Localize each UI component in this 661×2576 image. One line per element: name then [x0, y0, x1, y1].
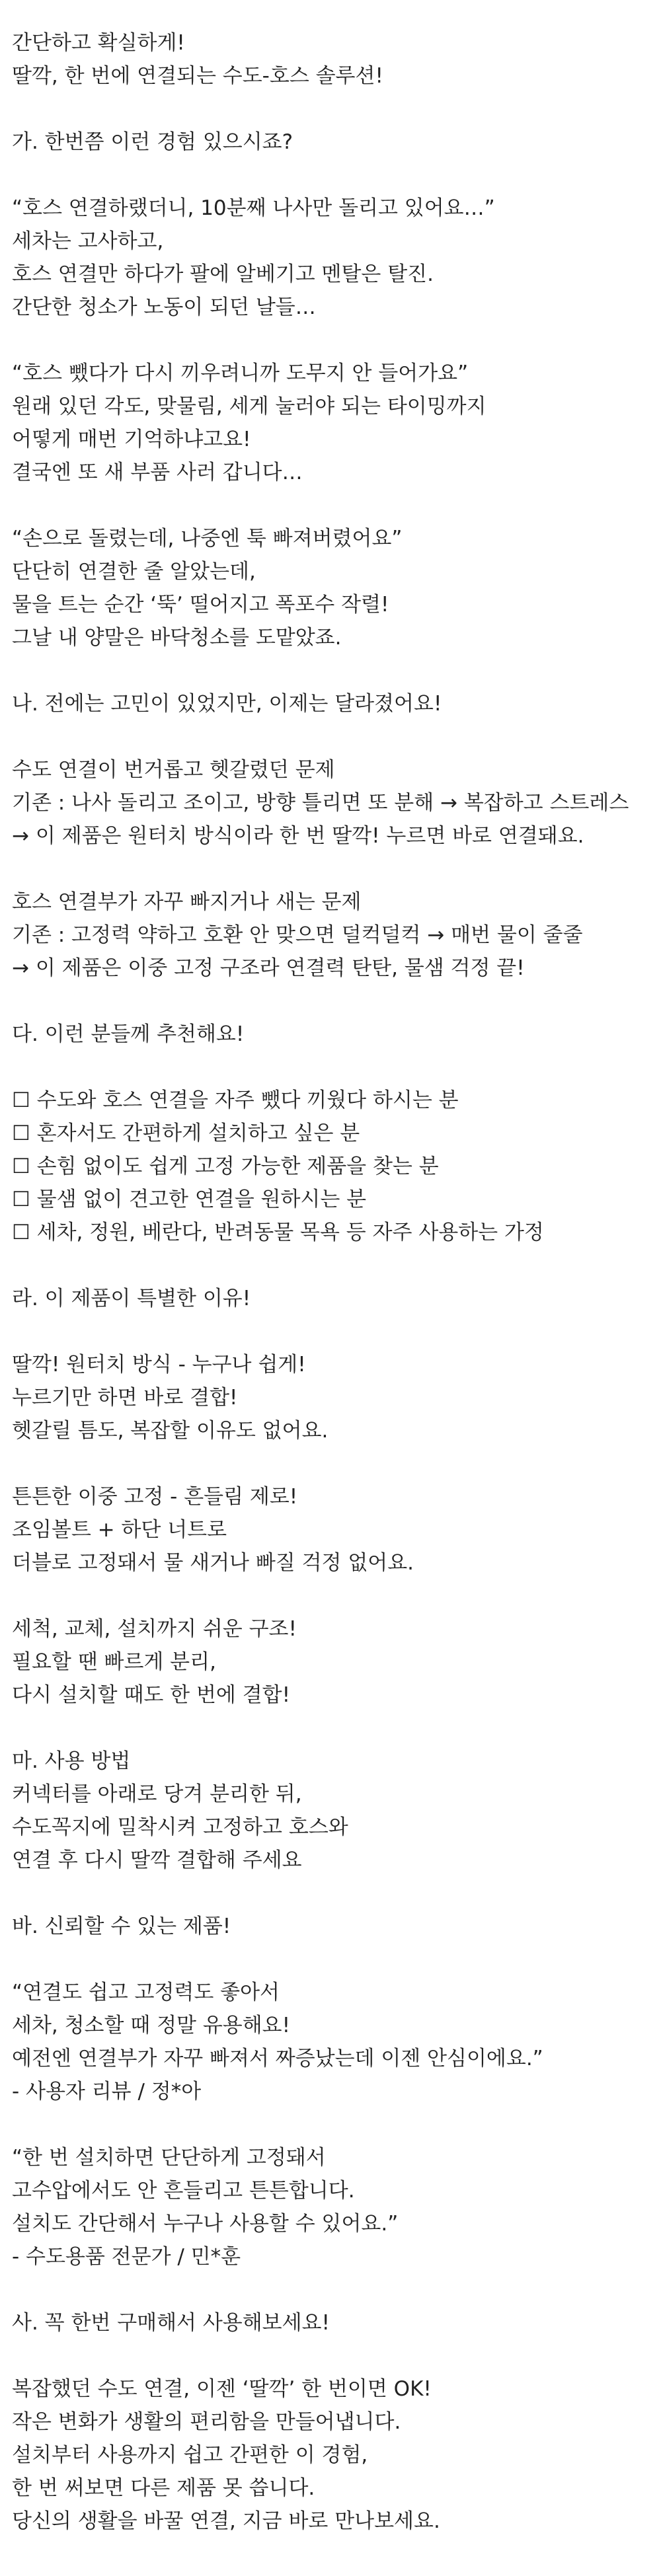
text-line: 세차, 청소할 때 정말 유용해요!: [12, 2014, 291, 2037]
text-line: 기존 : 고정력 약하고 호환 안 맞으면 덜컥덜컥 → 매번 물이 줄줄: [12, 923, 583, 947]
text-line: 설치도 간단해서 누구나 사용할 수 있어요.”: [12, 2212, 399, 2236]
text-line: 수도꼭지에 밀착시켜 고정하고 호스와: [12, 1815, 348, 1839]
text-block: [12, 1282, 661, 1315]
text-line: → 이 제품은 이중 고정 구조라 연결력 탄탄, 물샘 걱정 끝!: [12, 956, 525, 980]
text-line: 간단한 청소가 노동이 되던 날들…: [12, 295, 316, 319]
text-block: [12, 886, 661, 985]
text-line: ☐ 수도와 호스 연결을 자주 뺐다 끼웠다 하시는 분: [12, 1088, 459, 1112]
text-line: 조임볼트 + 하단 너트로: [12, 1518, 227, 1542]
text-line: 딸깍, 한 번에 연결되는 수도-호스 솔루션!: [12, 64, 383, 88]
text-line: 결국엔 또 새 부품 사러 갑니다…: [12, 461, 303, 484]
text-line: 다시 설치할 때도 한 번에 결합!: [12, 1683, 291, 1707]
text-block: [12, 357, 661, 489]
text-block: [12, 2141, 661, 2273]
text-line: ☐ 손힘 없이도 쉽게 고정 가능한 제품을 찾는 분: [12, 1155, 439, 1178]
text-line: 튼튼한 이중 고정 - 흔들림 제로!: [12, 1485, 298, 1509]
text-block: [12, 26, 661, 93]
text-line: 누르기만 하면 바로 결합!: [12, 1386, 238, 1410]
text-block: [12, 2372, 661, 2538]
text-line: 세차는 고사하고,: [12, 229, 164, 253]
text-line: 복잡했던 수도 연결, 이젠 ‘딸깍’ 한 번이면 OK!: [12, 2377, 432, 2401]
text-line: “손으로 돌렸는데, 나중엔 툭 빠져버렸어요”: [12, 527, 403, 550]
text-line: ☐ 물샘 없이 견고한 연결을 원하시는 분: [12, 1188, 367, 1211]
text-line: - 수도용품 전문가 / 민*훈: [12, 2245, 241, 2269]
text-line: 세척, 교체, 설치까지 쉬운 구조!: [12, 1617, 297, 1641]
text-block: [12, 687, 661, 720]
text-line: 어떻게 매번 기억하냐고요!: [12, 428, 251, 451]
text-block: [12, 1018, 661, 1051]
text-line: “한 번 설치하면 단단하게 고정돼서: [12, 2146, 326, 2170]
text-line: 그날 내 양말은 바닥청소를 도맡았죠.: [12, 626, 342, 650]
text-line: 다. 이런 분들께 추천해요!: [12, 1022, 245, 1046]
text-line: ☐ 세차, 정원, 베란다, 반려동물 목욕 등 자주 사용하는 가정: [12, 1221, 544, 1244]
text-block: [12, 1910, 661, 1943]
text-line: 물을 트는 순간 ‘뚝’ 떨어지고 폭포수 작렬!: [12, 593, 389, 617]
text-line: 당신의 생활을 바꿀 연결, 지금 바로 만나보세요.: [12, 2509, 440, 2533]
text-line: 커넥터를 아래로 당겨 분리한 뒤,: [12, 1782, 302, 1806]
text-line: 호스 연결부가 자꾸 빠지거나 새는 문제: [12, 890, 362, 914]
text-block: [12, 2306, 661, 2339]
text-block: [12, 753, 661, 852]
text-line: - 사용자 리뷰 / 정*아: [12, 2080, 202, 2103]
text-block: [12, 1084, 661, 1249]
text-line: 라. 이 제품이 특별한 이유!: [12, 1287, 251, 1310]
text-line: 사. 꼭 한번 구매해서 사용해보세요!: [12, 2311, 330, 2335]
text-line: → 이 제품은 원터치 방식이라 한 번 딸깍! 누르면 바로 연결돼요.: [12, 824, 584, 848]
text-line: 작은 변화가 생활의 편리함을 만들어냅니다.: [12, 2410, 401, 2434]
text-line: 호스 연결만 하다가 팔에 알베기고 멘탈은 탈진.: [12, 262, 434, 286]
text-line: 헷갈릴 틈도, 복잡할 이유도 없어요.: [12, 1419, 329, 1443]
text-line: 바. 신뢰할 수 있는 제품!: [12, 1914, 231, 1938]
text-block: [12, 1480, 661, 1579]
text-block: [12, 1976, 661, 2108]
text-line: 원래 있던 각도, 맞물림, 세게 눌러야 되는 타이밍까지: [12, 395, 486, 418]
text-line: “연결도 쉽고 고정력도 좋아서: [12, 1981, 280, 2004]
text-line: 고수압에서도 안 흔들리고 튼튼합니다.: [12, 2179, 355, 2203]
text-block: [12, 1745, 661, 1877]
text-block: [12, 522, 661, 654]
text-line: 기존 : 나사 돌리고 조이고, 방향 틀리면 또 분해 → 복잡하고 스트레스: [12, 791, 629, 815]
text-block: [12, 1612, 661, 1712]
text-line: “호스 뺐다가 다시 끼우려니까 도무지 안 들어가요”: [12, 361, 469, 385]
text-line: 마. 사용 방법: [12, 1749, 131, 1773]
text-line: 수도 연결이 번거롭고 헷갈렸던 문제: [12, 758, 335, 782]
text-line: ☐ 혼자서도 간편하게 설치하고 싶은 분: [12, 1121, 360, 1145]
text-line: 한 번 써보면 다른 제품 못 씁니다.: [12, 2476, 315, 2500]
text-line: 필요할 땐 빠르게 분리,: [12, 1650, 216, 1674]
text-line: 더블로 고정돼서 물 새거나 빠질 걱정 없어요.: [12, 1551, 414, 1575]
text-block: [12, 192, 661, 324]
text-line: 가. 한번쯤 이런 경험 있으시죠?: [12, 130, 293, 154]
text-line: 단단히 연결한 줄 알았는데,: [12, 560, 256, 584]
text-line: “호스 연결하랬더니, 10분째 나사만 돌리고 있어요…”: [12, 196, 495, 220]
text-line: 나. 전에는 고민이 있었지만, 이제는 달라졌어요!: [12, 692, 442, 716]
text-line: 딸깍! 원터치 방식 - 누구나 쉽게!: [12, 1353, 306, 1377]
text-line: 설치부터 사용까지 쉽고 간편한 이 경험,: [12, 2443, 368, 2467]
text-block: [12, 1348, 661, 1447]
text-line: 간단하고 확실하게!: [12, 31, 185, 55]
text-block: [12, 126, 661, 159]
text-line: 예전엔 연결부가 자꾸 빠져서 짜증났는데 이젠 안심이에요.”: [12, 2047, 543, 2070]
text-line: 연결 후 다시 딸깍 결합해 주세요: [12, 1848, 302, 1872]
